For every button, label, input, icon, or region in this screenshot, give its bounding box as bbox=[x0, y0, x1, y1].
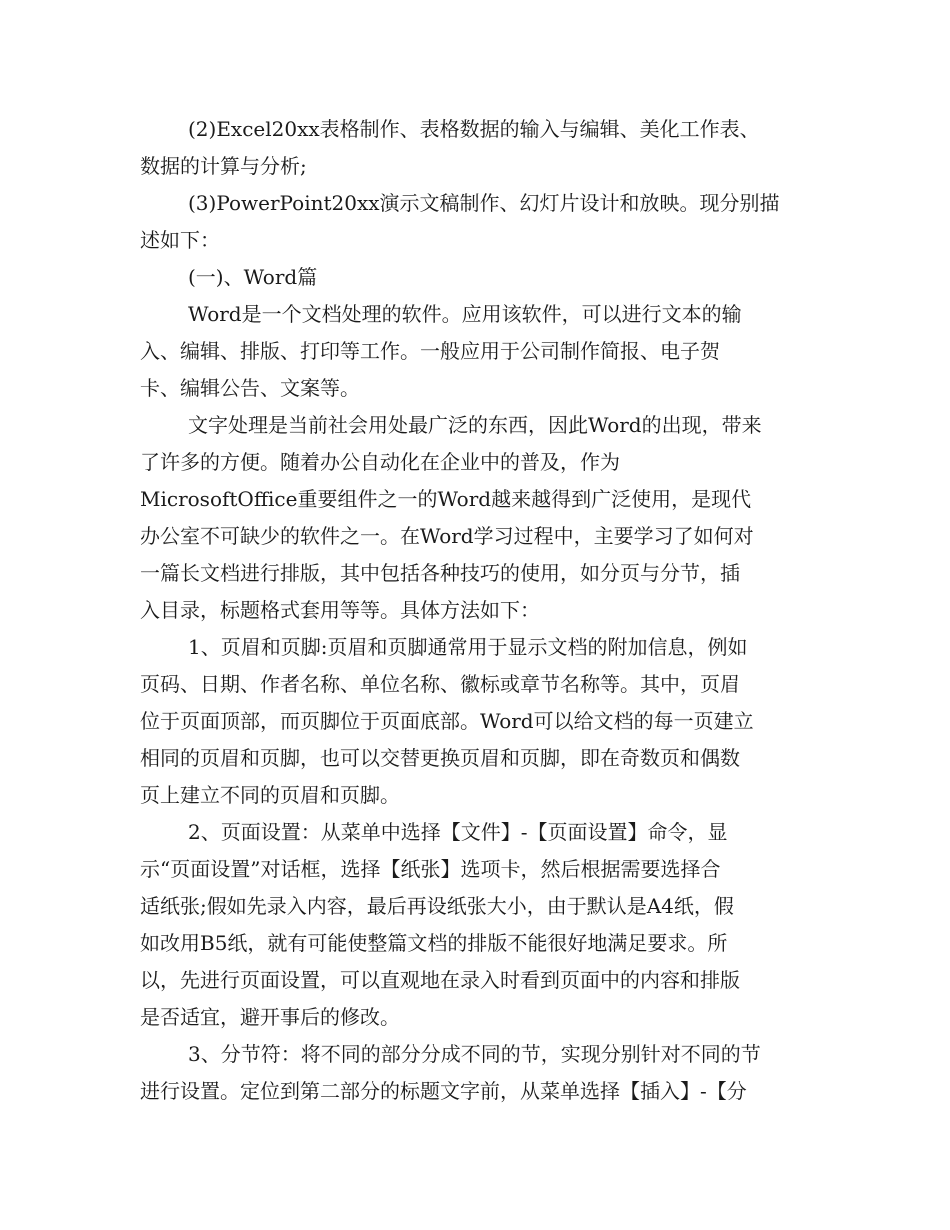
text-line: 如改用B5纸，就有可能使整篇文档的排版不能很好地满足要求。所 bbox=[140, 931, 728, 955]
text-line: 述如下： bbox=[140, 228, 220, 252]
text-line: 数据的计算与分析; bbox=[140, 154, 307, 178]
text-line: Word是一个文档处理的软件。应用该软件，可以进行文本的输 bbox=[188, 302, 742, 326]
text-line: 是否适宜，避开事后的修改。 bbox=[140, 1005, 400, 1029]
text-line: 了许多的方便。随着办公自动化在企业中的普及，作为 bbox=[140, 450, 620, 474]
text-line: 2、页面设置：从菜单中选择【文件】-【页面设置】命令，显 bbox=[188, 820, 728, 844]
text-line: 位于页面顶部，而页脚位于页面底部。Word可以给文档的每一页建立 bbox=[140, 709, 754, 733]
text-line: 办公室不可缺少的软件之一。在Word学习过程中，主要学习了如何对 bbox=[140, 524, 754, 548]
text-line: 文字处理是当前社会用处最广泛的东西，因此Word的出现，带来 bbox=[188, 413, 762, 437]
text-line: 入、编辑、排版、打印等工作。一般应用于公司制作简报、电子贺 bbox=[140, 339, 720, 363]
text-line: 相同的页眉和页脚，也可以交替更换页眉和页脚，即在奇数页和偶数 bbox=[140, 746, 740, 770]
text-line: 以，先进行页面设置，可以直观地在录入时看到页面中的内容和排版 bbox=[140, 968, 740, 992]
text-line: 卡、编辑公告、文案等。 bbox=[140, 376, 360, 400]
text-line: 页码、日期、作者名称、单位名称、徽标或章节名称等。其中，页眉 bbox=[140, 672, 740, 696]
text-line: 示“页面设置”对话框，选择【纸张】选项卡，然后根据需要选择合 bbox=[140, 857, 721, 881]
section-heading: (一)、Word篇 bbox=[188, 265, 318, 289]
text-line: 3、分节符：将不同的部分分成不同的节，实现分别针对不同的节 bbox=[188, 1042, 761, 1066]
text-line: (2)Excel20xx表格制作、表格数据的输入与编辑、美化工作表、 bbox=[188, 117, 760, 141]
text-line: (3)PowerPoint20xx演示文稿制作、幻灯片设计和放映。现分别描 bbox=[188, 191, 780, 215]
text-line: 一篇长文档进行排版，其中包括各种技巧的使用，如分页与分节，插 bbox=[140, 561, 740, 585]
text-line: 入目录，标题格式套用等等。具体方法如下： bbox=[140, 598, 540, 622]
text-line: 1、页眉和页脚:页眉和页脚通常用于显示文档的附加信息，例如 bbox=[188, 635, 748, 659]
text-line: MicrosoftOffice重要组件之一的Word越来越得到广泛使用，是现代 bbox=[140, 487, 752, 511]
text-line: 页上建立不同的页眉和页脚。 bbox=[140, 783, 400, 807]
text-line: 进行设置。定位到第二部分的标题文字前，从菜单选择【插入】-【分 bbox=[140, 1079, 747, 1103]
text-line: 适纸张;假如先录入内容，最后再设纸张大小，由于默认是A4纸，假 bbox=[140, 894, 734, 918]
